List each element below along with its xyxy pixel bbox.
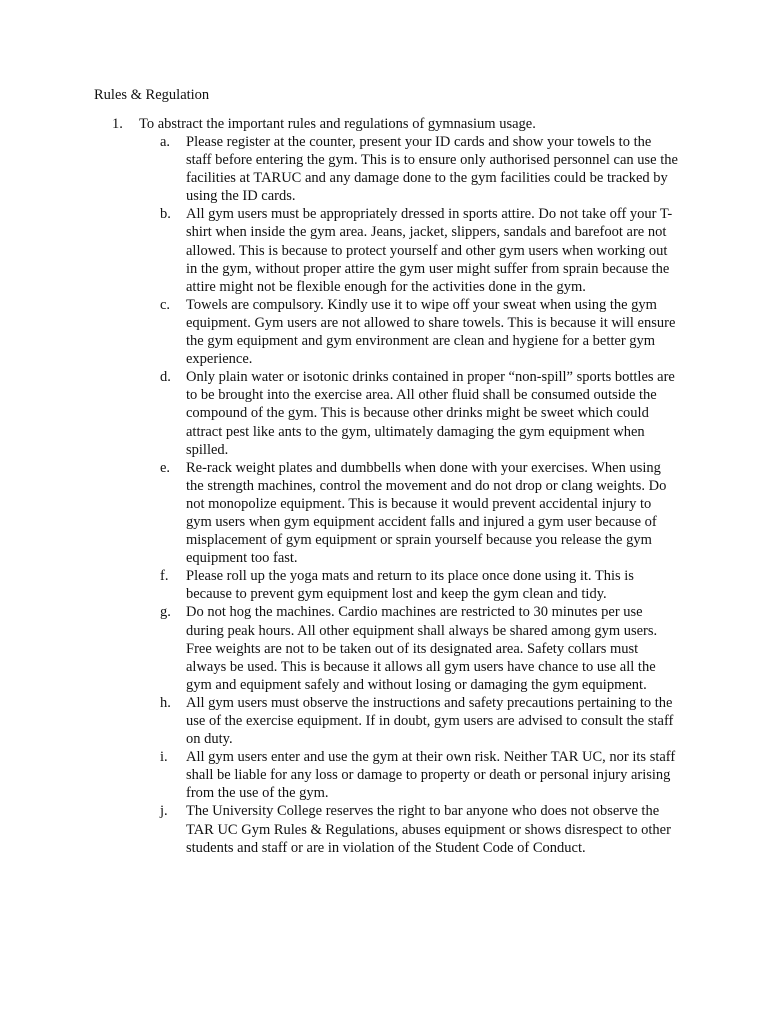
rule-item-h: [160, 694, 680, 748]
document-title: Rules & Regulation: [94, 87, 210, 103]
rule-item-j: [160, 802, 680, 856]
rule-marker: e.: [160, 459, 171, 476]
rules-list: [160, 133, 680, 857]
rule-marker: i.: [160, 749, 168, 766]
rule-marker: b.: [160, 206, 171, 223]
rule-item-f: [160, 567, 680, 603]
rule-text: Only plain water or isotonic drinks contained in proper “non-spill” sports bottles are to be brought into the exercise area. All other fluid shall be consumed outside the compound of the gym. This is because other drinks might be sweet which could attract pest like ants to the gym, ultimately damaging the gym equipment when spilled.: [186, 369, 675, 458]
rule-text: The University College reserves the right to bar anyone who does not observe the TAR UC Gym Rules & Regulations, abuses equipment or shows disrespect to other students and staff or are in violation of the Student Code of Conduct.: [186, 803, 671, 856]
rule-text: Please roll up the yoga mats and return to its place once done using it. This is because to prevent gym equipment lost and keep the gym clean and tidy.: [186, 568, 634, 603]
numbered-item-marker: 1.: [112, 116, 123, 132]
rule-item-b: [160, 205, 680, 295]
rule-marker: h.: [160, 694, 171, 711]
rule-marker: a.: [160, 134, 171, 150]
rule-marker: f.: [160, 568, 169, 585]
rule-text: All gym users must observe the instructions and safety precautions pertaining to the use of the exercise equipment. If in doubt, gym users are advised to consult the staff on duty.: [186, 694, 674, 748]
rule-item-i: [160, 748, 680, 802]
rule-marker: j.: [160, 803, 168, 820]
rule-item-c: [160, 296, 680, 368]
rule-text: Towels are compulsory. Kindly use it to wipe off your sweat when using the gym equipment. Gym users are not allowed to share towels. This is because it will ensure the gym equipment and gym environment are clean and hygiene for a better gym experience.: [186, 296, 676, 368]
rule-item-a: [160, 133, 680, 205]
numbered-item-text: To abstract the important rules and regulations of gymnasium usage.: [139, 116, 536, 132]
rule-item-g: [160, 603, 680, 693]
rule-item-e: [160, 459, 680, 568]
rule-marker: d.: [160, 369, 171, 386]
rule-text: Do not hog the machines. Cardio machines are restricted to 30 minutes per use during peak hours. All other equipment shall always be shared among gym users. Free weights are not to be taken out of its designated area. Safety collars must always be used. This is because it allows all gym users have chance to use all the gym and equipment safely and without losing or damaging the gym equipment.: [186, 604, 658, 693]
rule-marker: g.: [160, 604, 171, 621]
rule-marker: c.: [160, 296, 171, 313]
rule-text: All gym users must be appropriately dressed in sports attire. Do not take off your T-shirt when inside the gym area. Jeans, jacket, slippers, sandals and barefoot are not allowed. This is because to protect yourself and other gym users when working out in the gym, without proper attire the gym user might suffer from sprain because the attire might not be flexible enough for the activities done in the gym.: [186, 206, 673, 295]
rule-text: Re-rack weight plates and dumbbells when done with your exercises. When using the strength machines, control the movement and do not drop or clang weights. Do not monopolize equipment. This is because it would prevent accidental injury to gym users when gym equipment accident falls and injured a gym user because of misplacement of gym equipment or sprain yourself because you release the gym equipment too fast.: [186, 459, 667, 567]
rule-text: All gym users enter and use the gym at their own risk. Neither TAR UC, nor its staff shall be liable for any loss or damage to property or death or personal injury arising from the use of the gym.: [186, 749, 676, 802]
rule-text: Please register at the counter, present your ID cards and show your towels to the staff before entering the gym. This is to ensure only authorised personnel can use the facilities at TARUC and any damage done to the gym facilities could be tracked by using the ID cards.: [186, 134, 678, 205]
rule-item-d: [160, 368, 680, 458]
